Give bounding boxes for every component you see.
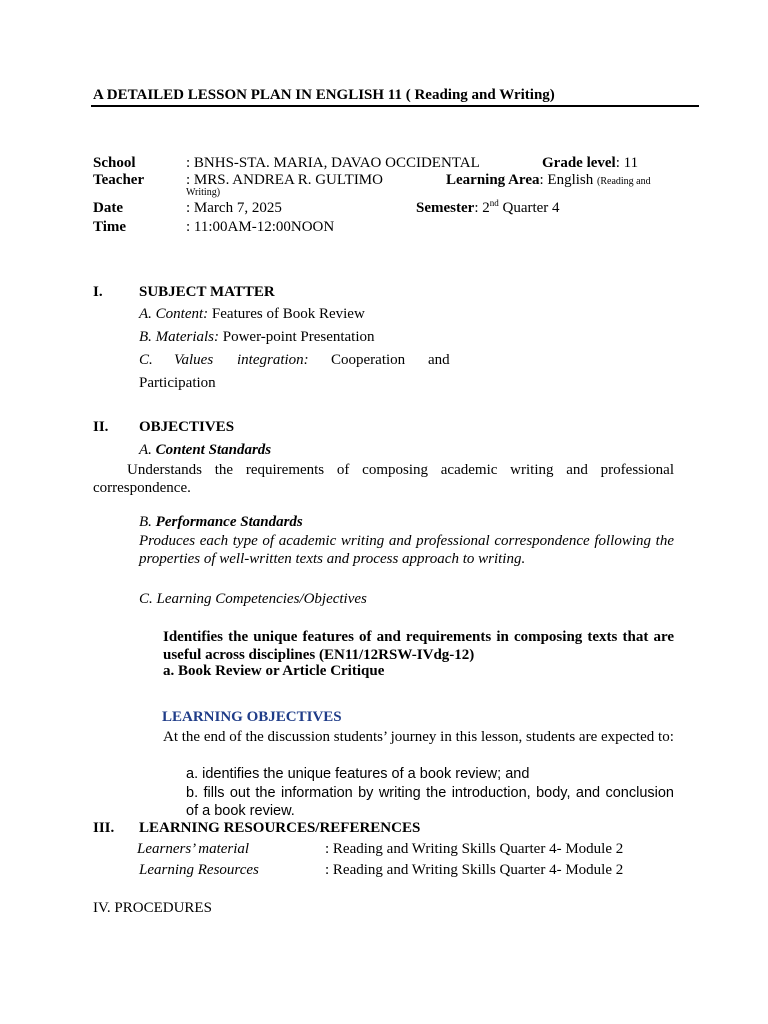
learning-objectives-intro: At the end of the discussion students’ journey in this lesson, students are expected to: [163, 729, 674, 745]
section2-numeral: II. [93, 419, 109, 435]
objective-a: a. identifies the unique features of a book review; and [186, 766, 530, 782]
content-label: A. Content: [139, 306, 209, 322]
performance-standards-label: Performance Standards [155, 514, 303, 530]
content-value: Features of Book Review [208, 306, 365, 322]
semester-label: Semester [416, 200, 475, 216]
values-word: Values [174, 352, 214, 368]
document-title: A DETAILED LESSON PLAN IN ENGLISH 11 ( Reading and Writing) [93, 87, 555, 103]
school-label: School [93, 155, 136, 171]
content-standards-text: Understands the requirements of composing academic writing and professional correspondence. [93, 462, 674, 496]
materials-line [139, 330, 375, 345]
area-note-continued: Writing) [186, 187, 221, 198]
materials-label: B. Materials: [139, 329, 219, 345]
area-value: : English [539, 172, 594, 188]
content-standards-prefix: A. [139, 442, 156, 458]
section2-heading: OBJECTIVES [139, 419, 235, 435]
values-c: C. [139, 352, 153, 368]
section1-heading: SUBJECT MATTER [139, 284, 275, 300]
semester-superscript: nd [489, 198, 499, 208]
time-label: Time [93, 219, 127, 235]
area-label: Learning Area [446, 172, 540, 188]
grade-label: Grade level [542, 155, 616, 171]
time-value: : 11:00AM-12:00NOON [186, 219, 335, 235]
content-line [139, 307, 365, 322]
values-line2: Participation [139, 375, 216, 391]
teacher-label: Teacher [93, 172, 145, 188]
learning-resources-value: : Reading and Writing Skills Quarter 4- Module 2 [325, 862, 624, 878]
grade-value: : 11 [615, 155, 639, 171]
school-value: : BNHS-STA. MARIA, DAVAO OCCIDENTAL [186, 155, 480, 171]
date-label: Date [93, 200, 123, 216]
grade-level [542, 156, 638, 171]
learning-objectives-heading: LEARNING OBJECTIVES [162, 709, 342, 725]
section3-numeral: III. [93, 820, 115, 836]
objective-b: b. fills out the information by writing the introduction, body, and conclusion of a book review. [186, 785, 674, 819]
title-underline [91, 105, 699, 107]
learning-competencies-label: C. Learning Competencies/Objectives [139, 591, 367, 607]
semester [416, 198, 560, 216]
materials-value: Power-point Presentation [219, 329, 375, 345]
content-standards [139, 443, 271, 458]
semester-quarter: Quarter 4 [498, 200, 560, 216]
date-value: : March 7, 2025 [186, 200, 282, 216]
performance-standards [139, 515, 303, 530]
competency-text: Identifies the unique features of and requirements in composing texts that are useful across disciplines (EN11/12RSW-IVdg-12) [163, 629, 674, 663]
section3-heading: LEARNING RESOURCES/REFERENCES [139, 820, 421, 836]
competency-sub: a. Book Review or Article Critique [163, 663, 385, 679]
performance-standards-text: Produces each type of academic writing and professional correspondence following the properties of well-written texts and process approach to writing. [139, 533, 674, 567]
area-note: (Reading and [597, 176, 651, 187]
learners-material-value: : Reading and Writing Skills Quarter 4- Module 2 [325, 841, 624, 857]
learning-resources-label: Learning Resources [139, 862, 259, 878]
procedures-heading: IV. PROCEDURES [93, 900, 212, 916]
learning-area [446, 173, 651, 188]
integration-word: integration: [237, 352, 309, 368]
and-word: and [428, 352, 450, 368]
content-standards-label: Content Standards [155, 442, 272, 458]
learners-material-label: Learners’ material [137, 841, 250, 857]
performance-standards-prefix: B. [139, 514, 156, 530]
section1-numeral: I. [93, 284, 103, 300]
cooperation-word: Cooperation [331, 352, 406, 368]
semester-value: : 2 [474, 200, 490, 216]
teacher-value: : MRS. ANDREA R. GULTIMO [186, 172, 383, 188]
